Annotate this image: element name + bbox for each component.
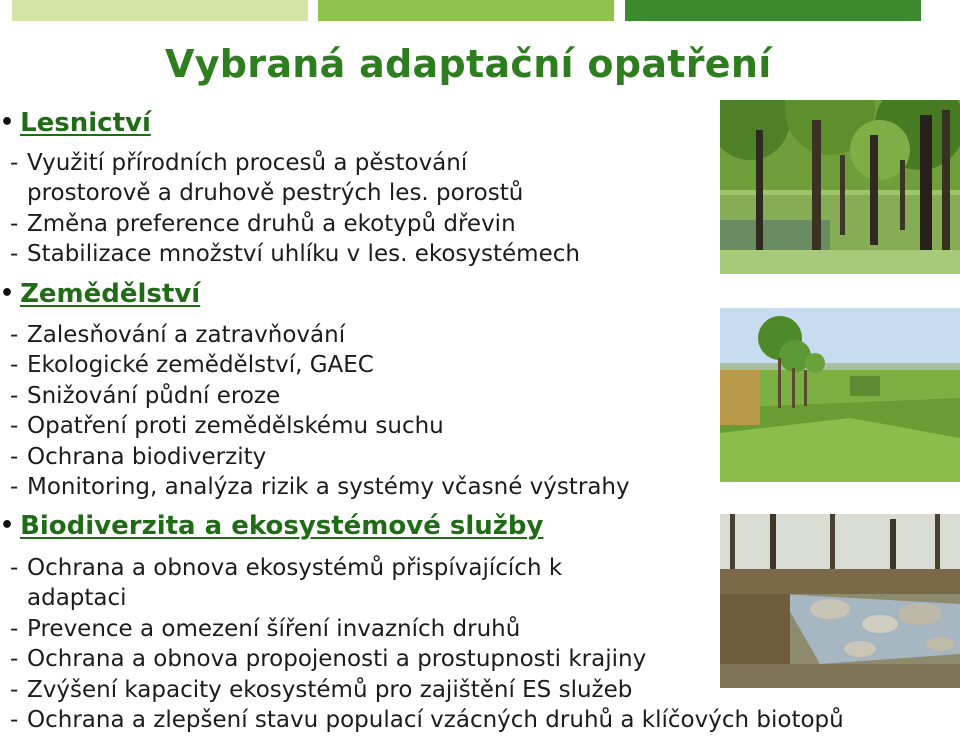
section-heading-agriculture	[0, 279, 200, 309]
list-item-continuation: prostorově a druhově pestrých les. porostů	[27, 180, 524, 206]
top-bar-light	[12, 0, 308, 21]
bullet: •	[0, 513, 15, 538]
section-heading-forestry	[0, 108, 151, 138]
top-bar-dark	[625, 0, 921, 21]
list-item: - Opatření proti zemědělskému suchu	[10, 413, 444, 439]
field-photo	[720, 308, 960, 482]
list-item: - Ochrana a zlepšení stavu populací vzácných druhů a klíčových biotopů	[10, 707, 844, 733]
list-item: - Ochrana a obnova ekosystémů přispívajících k	[10, 555, 563, 581]
forest-photo	[720, 100, 960, 274]
list-item: - Stabilizace množství uhlíku v les. ekosystémech	[10, 241, 580, 267]
list-item: - Změna preference druhů a ekotypů dřevin	[10, 211, 516, 237]
list-item: - Ochrana biodiverzity	[10, 444, 267, 470]
list-item: - Monitoring, analýza rizik a systémy včasné výstrahy	[10, 474, 630, 500]
heading-text: Biodiverzita a ekosystémové služby	[20, 511, 544, 541]
list-item: - Prevence a omezení šíření invazních druhů	[10, 616, 521, 642]
top-bar-mid	[318, 0, 614, 21]
stream-photo	[720, 514, 960, 688]
section-heading-biodiversity	[0, 511, 543, 541]
list-item: - Zvýšení kapacity ekosystémů pro zajištění ES služeb	[10, 677, 633, 703]
bullet: •	[0, 281, 15, 306]
list-item-continuation: adaptaci	[27, 585, 127, 611]
bullet: •	[0, 110, 15, 135]
list-item: - Ekologické zemědělství, GAEC	[10, 352, 374, 378]
list-item: - Zalesňování a zatravňování	[10, 322, 346, 348]
list-item: - Využití přírodních procesů a pěstování	[10, 150, 468, 176]
slide-title: Vybraná adaptační opatření	[165, 42, 772, 86]
heading-text: Lesnictví	[20, 108, 151, 138]
heading-text: Zemědělství	[20, 279, 201, 309]
list-item: - Snižování půdní eroze	[10, 383, 281, 409]
list-item: - Ochrana a obnova propojenosti a prostupnosti krajiny	[10, 646, 647, 672]
